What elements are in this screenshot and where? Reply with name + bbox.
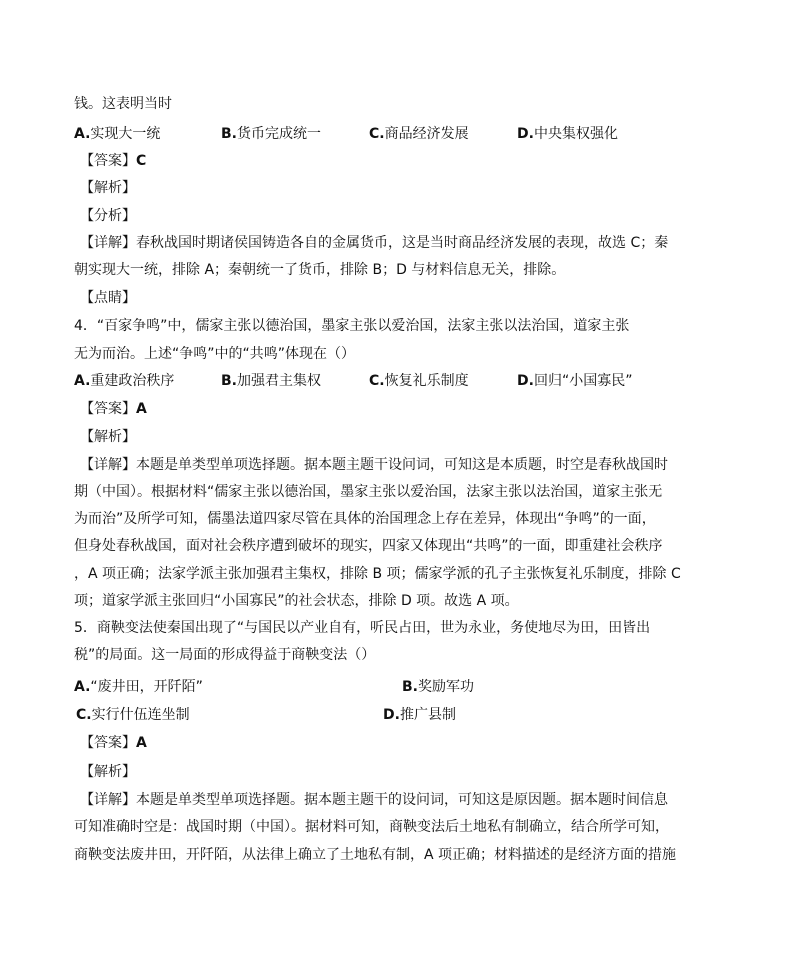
option-letter: D. bbox=[383, 707, 400, 723]
option-letter: D. bbox=[517, 126, 534, 142]
option-letter: B. bbox=[221, 126, 237, 142]
q3-option-c bbox=[369, 125, 469, 143]
q3-analysis-tag: 【解析】 bbox=[80, 180, 136, 196]
option-letter: A. bbox=[74, 679, 91, 695]
option-letter: B. bbox=[221, 373, 237, 389]
detail-text: 本题是单类型单项选择题。据本题主题干设问词，可知这是本质题，时空是春秋战国时 bbox=[136, 457, 668, 473]
option-letter: C. bbox=[369, 126, 385, 142]
q5-option-b bbox=[402, 678, 474, 696]
option-text: 货币完成统一 bbox=[237, 126, 321, 142]
q4-detail-line-6: 项；道家学派主张回归“小国寡民”的社会状态，排除 D 项。故选 A 项。 bbox=[74, 593, 519, 609]
option-letter: B. bbox=[402, 679, 418, 695]
option-text: 恢复礼乐制度 bbox=[384, 373, 469, 389]
option-text: 中央集权强化 bbox=[533, 126, 618, 142]
q4-option-a bbox=[74, 372, 174, 390]
q3-answer bbox=[80, 152, 146, 170]
answer-value: C bbox=[136, 153, 147, 169]
q5-option-d bbox=[383, 706, 456, 724]
q4-detail-line-2: 期（中国）。根据材料“儒家主张以德治国，墨家主张以爱治国，法家主张以法治国，道家主张无 bbox=[74, 484, 663, 500]
q3-option-a bbox=[74, 125, 160, 143]
option-text: 推广县制 bbox=[399, 707, 456, 723]
q5-detail-line-1 bbox=[80, 791, 668, 809]
detail-text: 本题是单类型单项选择题。据本题主题干的设问词，可知这是原因题。据本题时间信息 bbox=[136, 792, 668, 808]
q5-detail-line-3: 商鞅变法废井田，开阡陌，从法律上确立了土地私有制，A 项正确；材料描述的是经济方面的措施 bbox=[74, 847, 677, 863]
q4-detail-line-3: 为而治”及所学可知，儒墨法道四家尽管在具体的治国理念上存在差异，体现出“争鸣”的一面， bbox=[74, 511, 656, 527]
q4-stem-line-1: 4．“百家争鸣”中，儒家主张以德治国，墨家主张以爱治国，法家主张以法治国，道家主张 bbox=[74, 318, 630, 334]
option-text: 重建政治秩序 bbox=[90, 373, 175, 389]
q5-option-c bbox=[76, 706, 190, 724]
q4-answer bbox=[80, 400, 147, 418]
q5-stem-line-1: 5．商鞅变法使秦国出现了“与国民以产业自有，听民占田，世为永业，务使地尽为田，田皆出 bbox=[74, 620, 651, 636]
q5-stem-line-2: 税”的局面。这一局面的形成得益于商鞅变法（） bbox=[74, 647, 376, 663]
q4-option-d bbox=[517, 372, 632, 390]
q3-option-b bbox=[221, 125, 321, 143]
option-text: 商品经济发展 bbox=[384, 126, 469, 142]
option-letter: D. bbox=[517, 373, 534, 389]
detail-tag: 【详解】 bbox=[80, 792, 136, 808]
option-letter: A. bbox=[74, 126, 91, 142]
option-text: 加强君主集权 bbox=[237, 373, 321, 389]
answer-value: A bbox=[136, 735, 147, 751]
option-text: “废井田，开阡陌” bbox=[90, 679, 203, 695]
detail-tag: 【详解】 bbox=[80, 235, 136, 251]
option-letter: C. bbox=[369, 373, 385, 389]
q5-answer bbox=[80, 734, 147, 752]
q5-detail-line-2: 可知准确时空是：战国时期（中国）。据材料可知，商鞅变法后土地私有制确立，结合所学可知， bbox=[74, 819, 669, 835]
q4-detail-line-5: ，A 项正确；法家学派主张加强君主集权，排除 B 项；儒家学派的孔子主张恢复礼乐制度，排除 C bbox=[74, 566, 681, 582]
answer-value: A bbox=[136, 401, 147, 417]
option-text: 实行什伍连坐制 bbox=[91, 707, 190, 723]
option-text: 奖励军功 bbox=[418, 679, 474, 695]
detail-tag: 【详解】 bbox=[80, 457, 136, 473]
option-text: 实现大一统 bbox=[90, 126, 161, 142]
answer-tag: 【答案】 bbox=[80, 401, 136, 417]
q3-option-d bbox=[517, 125, 618, 143]
q4-option-b bbox=[221, 372, 321, 390]
answer-tag: 【答案】 bbox=[80, 735, 136, 751]
q5-analysis-tag: 【解析】 bbox=[80, 764, 136, 780]
q4-option-c bbox=[369, 372, 469, 390]
q3-detail-line-2: 朝实现大一统，排除 A；秦朝统一了货币，排除 B；D 与材料信息无关，排除。 bbox=[74, 262, 566, 278]
option-letter: C. bbox=[76, 707, 92, 723]
detail-text: 春秋战国时期诸侯国铸造各自的金属货币，这是当时商品经济发展的表现，故选 C；秦 bbox=[136, 235, 669, 251]
q4-detail-line-4: 但身处春秋战国，面对社会秩序遭到破坏的现实，四家又体现出“共鸣”的一面，即重建社会秩序 bbox=[74, 538, 663, 554]
q3-detail-line-1 bbox=[80, 234, 668, 252]
answer-tag: 【答案】 bbox=[80, 153, 136, 169]
q4-analysis-tag: 【解析】 bbox=[80, 429, 136, 445]
option-text: 回归“小国寡民” bbox=[533, 373, 633, 389]
q4-stem-line-2: 无为而治。上述“争鸣”中的“共鸣”体现在（） bbox=[74, 346, 356, 362]
q4-detail-line-1 bbox=[80, 456, 668, 474]
q3-fenxi-tag: 【分析】 bbox=[80, 208, 136, 224]
option-letter: A. bbox=[74, 373, 91, 389]
q5-option-a bbox=[74, 678, 203, 696]
q3-dianjing-tag: 【点睛】 bbox=[80, 290, 136, 306]
q3-stem-tail: 钱。这表明当时 bbox=[74, 96, 172, 112]
